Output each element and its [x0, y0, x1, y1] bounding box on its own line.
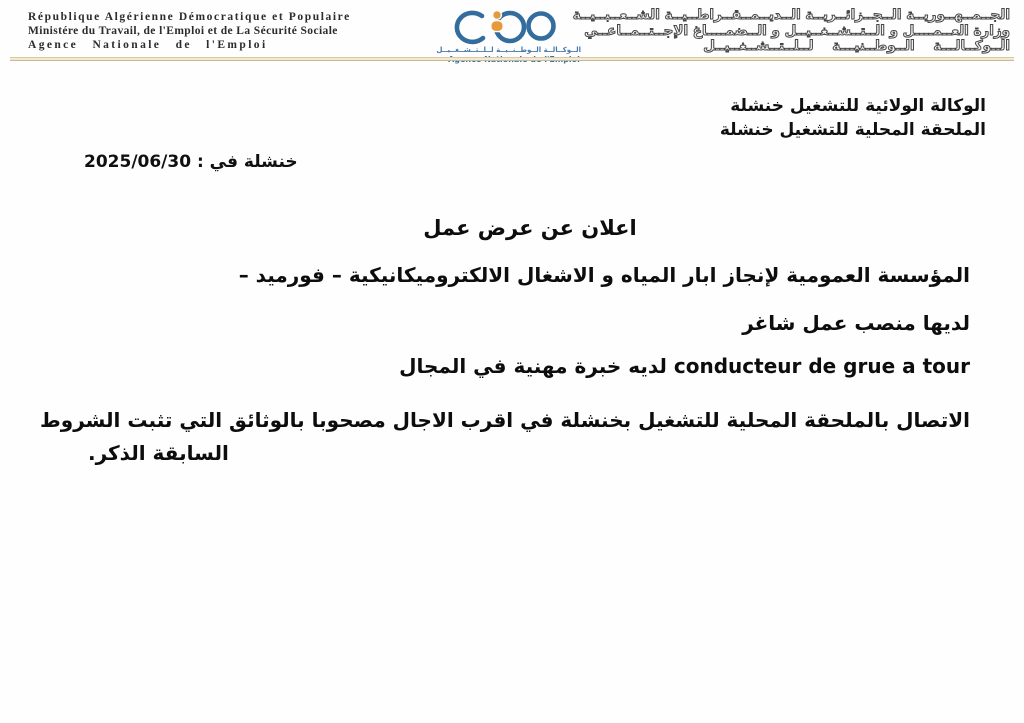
announcement-body [40, 260, 970, 470]
wilaya-agency-line: الوكالة الولائية للتشغيل خنشلة [730, 96, 986, 116]
ministry-line-fr: Ministére du Travail, de l'Emploi et de La Sécurité Sociale [28, 25, 338, 37]
agency-line-fr: Agence Nationale de l'Emploi [28, 39, 268, 51]
contact-line-1: الاتصال بالملحقة المحلية للتشغيل بخنشلة في اقرب الاجال مصحوبا بالوثائق التي تثبت الشروط [40, 408, 970, 432]
french-ministry-heading [28, 10, 433, 52]
logo-caption-arabic: الــوكــالــة الــوطــنــيــة لــلــتــشــغــيــل [436, 46, 581, 54]
ministry-line-ar: وزارة العــمــــل و الــتــشــغــيــل و الــضمــــاغ الإجــتــمــاعــي [584, 22, 1010, 39]
anem-logo [436, 8, 581, 64]
agency-identification [720, 94, 986, 142]
anem-logo-icon [448, 8, 580, 46]
contact-line-2: السابقة الذكر. [88, 441, 229, 465]
republic-line-fr: République Algérienne Démocratique et Populaire [28, 11, 351, 23]
agency-line-ar: الــوكــالـــة الــوطــنيـــة لــلــتــشــغــيــل [703, 38, 1010, 54]
announcement-title: اعلان عن عرض عمل [423, 216, 637, 240]
company-line: المؤسسة العمومية لإنجاز ابار المياه و الاشغال الالكتروميكانيكية – فورميد – [238, 263, 970, 287]
local-annex-line: الملحقة المحلية للتشغيل خنشلة [719, 120, 986, 140]
place-date-line: خنشلة في : 2025/06/30 [84, 152, 298, 172]
header-divider [10, 57, 1014, 61]
arabic-republic-heading [573, 8, 1010, 55]
vacancy-line: لديها منصب عمل شاغر [742, 311, 970, 335]
position-line: conducteur de grue a tour لديه خبرة مهنية في المجال [399, 354, 970, 378]
republic-line-ar: الجــمــهــوريــة الــجــزائــريــة الــديــمــقــراطــيــة الشــعــبــيــة [572, 7, 1010, 23]
contact-paragraph [40, 404, 970, 470]
